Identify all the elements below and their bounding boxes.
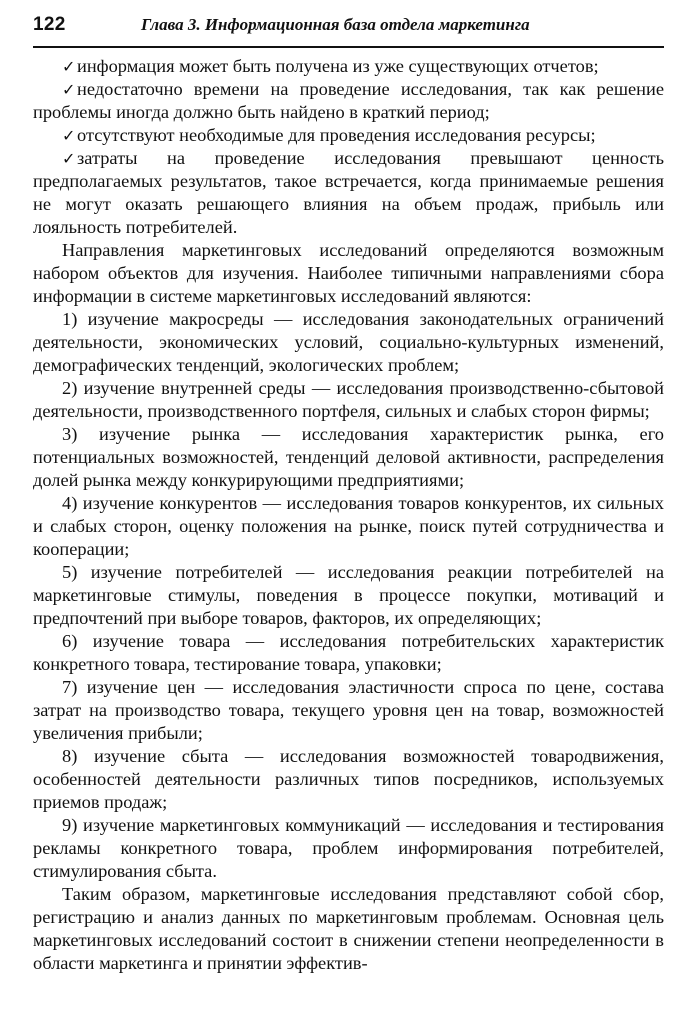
- bullet-item: [33, 147, 664, 239]
- header-rule: [33, 46, 664, 48]
- direction-item: 4) изучение конкурентов — исследования товаров конкурентов, их сильных и слабых сторон, оценку положения на рынке, поиск путей сотрудничества и кооперации;: [33, 493, 664, 559]
- direction-item: 9) изучение маркетинговых коммуникаций — исследования и тестирования рекламы конкретного товара, проблем информирования потребителей, стимулирования сбыта.: [33, 815, 664, 881]
- conclusion-paragraph: Таким образом, маркетинговые исследования представляют собой сбор, регистрацию и анализ данных по маркетинговым проблемам. Основная цель маркетинговых исследований состоит в снижении степени неопределенности в области маркетинга и принятии эффектив-: [33, 884, 664, 973]
- bullet-item: [33, 55, 664, 78]
- bullet-text: недостаточно времени на проведение исследования, так как решение проблемы иногда должно быть найдено в краткий период;: [33, 79, 664, 122]
- check-icon: ✓: [62, 57, 76, 76]
- bullet-text: отсутствуют необходимые для проведения исследования ресурсы;: [77, 125, 596, 145]
- body-text: [33, 55, 664, 975]
- intro-paragraph: Направления маркетинговых исследований определяются возможным набором объектов для изучения. Наиболее типичными направлениями сбора информации в системе маркетинговых исследований являются:: [33, 240, 664, 306]
- bullet-text: затраты на проведение исследования превышают ценность предполагаемых результатов, такое встречается, когда принимаемые решения не могут оказать решающего влияния на объем продаж, прибыль или лояльность потребителей.: [33, 148, 664, 237]
- check-icon: ✓: [62, 80, 76, 99]
- running-title: Глава 3. Информационная база отдела маркетинга: [141, 15, 530, 34]
- page-number: 122: [33, 14, 66, 35]
- check-icon: ✓: [62, 149, 76, 168]
- page-header: [33, 12, 664, 44]
- direction-item: 7) изучение цен — исследования эластичности спроса по цене, состава затрат на производство товара, текущего уровня цен на товар, возможностей увеличения прибыли;: [33, 677, 664, 743]
- direction-item: 6) изучение товара — исследования потребительских характеристик конкретного товара, тестирование товара, упаковки;: [33, 631, 664, 674]
- direction-item: 3) изучение рынка — исследования характеристик рынка, его потенциальных возможностей, тенденций деловой активности, распределения долей рынка между конкурирующими предприятиями;: [33, 424, 664, 490]
- bullet-item: [33, 78, 664, 124]
- check-icon: ✓: [62, 126, 76, 145]
- direction-item: 1) изучение макросреды — исследования законодательных ограничений деятельности, экономических условий, социально-культурных изменений, демографических тенденций, экологических проблем;: [33, 309, 664, 375]
- bullet-item: [33, 124, 664, 147]
- direction-item: 2) изучение внутренней среды — исследования производственно-сбытовой деятельности, производственного портфеля, сильных и слабых сторон фирмы;: [33, 378, 664, 421]
- bullet-text: информация может быть получена из уже существующих отчетов;: [77, 56, 599, 76]
- direction-item: 5) изучение потребителей — исследования реакции потребителей на маркетинговые стимулы, поведения в процессе покупки, мотиваций и предпочтений при выборе товаров, факторов, их определяющих;: [33, 562, 664, 628]
- direction-item: 8) изучение сбыта — исследования возможностей товародвижения, особенностей деятельности различных типов посредников, используемых приемов продаж;: [33, 746, 664, 812]
